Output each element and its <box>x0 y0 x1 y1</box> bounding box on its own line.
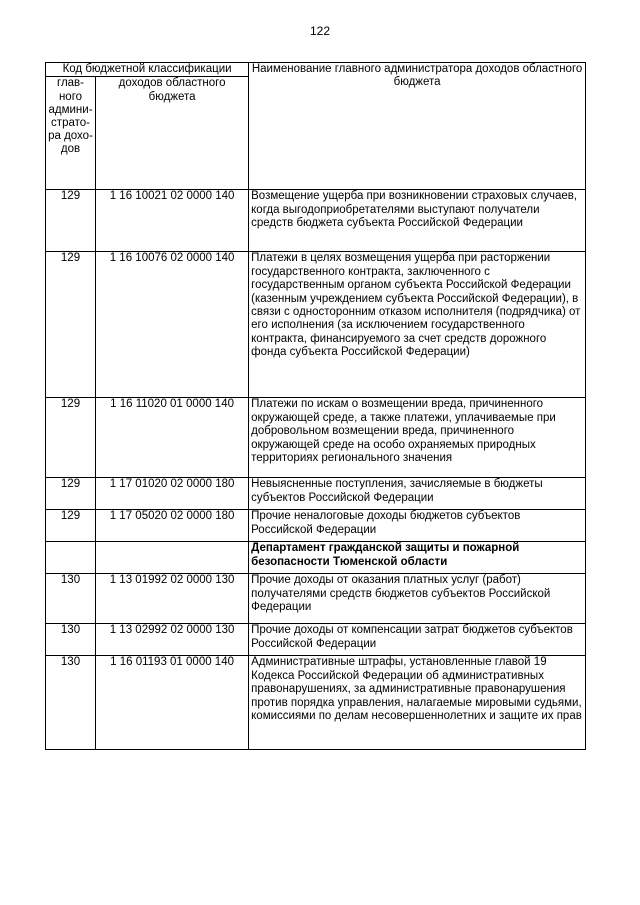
table-row <box>46 478 586 510</box>
table-row <box>46 252 586 398</box>
department-name-cell: Департамент гражданской защиты и пожарной безопасности Тюменской области <box>249 542 586 574</box>
admin-code-cell: 130 <box>46 656 96 750</box>
table-row <box>46 574 586 624</box>
header-line: страто- <box>51 117 90 130</box>
header-line: глав- <box>57 77 84 90</box>
regional-budget-income-header: доходов областного бюджета <box>96 77 249 190</box>
income-code-cell: 1 13 02992 02 0000 130 <box>96 624 249 656</box>
income-code-cell: 1 17 05020 02 0000 180 <box>96 510 249 542</box>
admin-code-cell: 129 <box>46 510 96 542</box>
income-name-cell: Прочие неналоговые доходы бюджетов субъектов Российской Федерации <box>249 510 586 542</box>
header-line: ного <box>58 90 83 103</box>
admin-code-cell <box>46 542 96 574</box>
admin-code-cell: 129 <box>46 398 96 478</box>
administrator-name-header: Наименование главного администратора доходов областного бюджета <box>249 63 586 190</box>
income-name-cell: Прочие доходы от оказания платных услуг (работ) получателями средств бюджетов субъектов Российской Федерации <box>249 574 586 624</box>
income-code-cell <box>96 542 249 574</box>
table-row <box>46 398 586 478</box>
income-name-cell: Невыясненные поступления, зачисляемые в бюджеты субъектов Российской Федерации <box>249 478 586 510</box>
table-row <box>46 656 586 750</box>
income-code-cell: 1 17 01020 02 0000 180 <box>96 478 249 510</box>
budget-classification-table <box>45 62 586 750</box>
admin-code-cell: 130 <box>46 624 96 656</box>
income-code-cell: 1 16 10076 02 0000 140 <box>96 252 249 398</box>
income-name-cell: Административные штрафы, установленные главой 19 Кодекса Российской Федерации об административных правонарушениях, за административные правонарушения против порядка управления, налагаемые мировыми судьями, комиссиями по делам несовершеннолетних и защите их прав <box>249 656 586 750</box>
income-code-cell: 1 16 01193 01 0000 140 <box>96 656 249 750</box>
admin-code-cell: 129 <box>46 478 96 510</box>
income-name-cell: Платежи по искам о возмещении вреда, причиненного окружающей среде, а также платежи, уплачиваемые при добровольном возмещении вреда, причиненного окружающей среде на особо охраняемых природных территориях регионального значения <box>249 398 586 478</box>
header-line: админи- <box>48 103 93 116</box>
page-number: 122 <box>309 24 331 38</box>
header-line: ра дохо- <box>48 130 93 143</box>
income-code-cell: 1 16 11020 01 0000 140 <box>96 398 249 478</box>
table-row <box>46 624 586 656</box>
income-name-cell: Возмещение ущерба при возникновении страховых случаев, когда выгодоприобретателями выступают получатели средств бюджета субъекта Российской Федерации <box>249 190 586 252</box>
admin-code-cell: 129 <box>46 252 96 398</box>
budget-classification-code-header: Код бюджетной классификации <box>46 63 249 77</box>
admin-code-cell: 129 <box>46 190 96 252</box>
header-line: дов <box>60 143 81 156</box>
chief-administrator-header-text <box>48 77 93 155</box>
table-row <box>46 190 586 252</box>
section-heading-row <box>46 542 586 574</box>
income-name-cell: Платежи в целях возмещения ущерба при расторжении государственного контракта, заключенного с государственным органом субъекта Российской Федерации (казенным учреждением субъекта Российской Федерации), в связи с односторонним отказом исполнителя (подрядчика) от его исполнения (за исключением государственного контракта, финансируемого за счет средств дорожного фонда субъекта Российской Федерации) <box>249 252 586 398</box>
chief-administrator-header <box>46 77 96 190</box>
table-row <box>46 510 586 542</box>
income-name-cell: Прочие доходы от компенсации затрат бюджетов субъектов Российской Федерации <box>249 624 586 656</box>
admin-code-cell: 130 <box>46 574 96 624</box>
table-body <box>46 190 586 750</box>
income-code-cell: 1 16 10021 02 0000 140 <box>96 190 249 252</box>
income-code-cell: 1 13 01992 02 0000 130 <box>96 574 249 624</box>
